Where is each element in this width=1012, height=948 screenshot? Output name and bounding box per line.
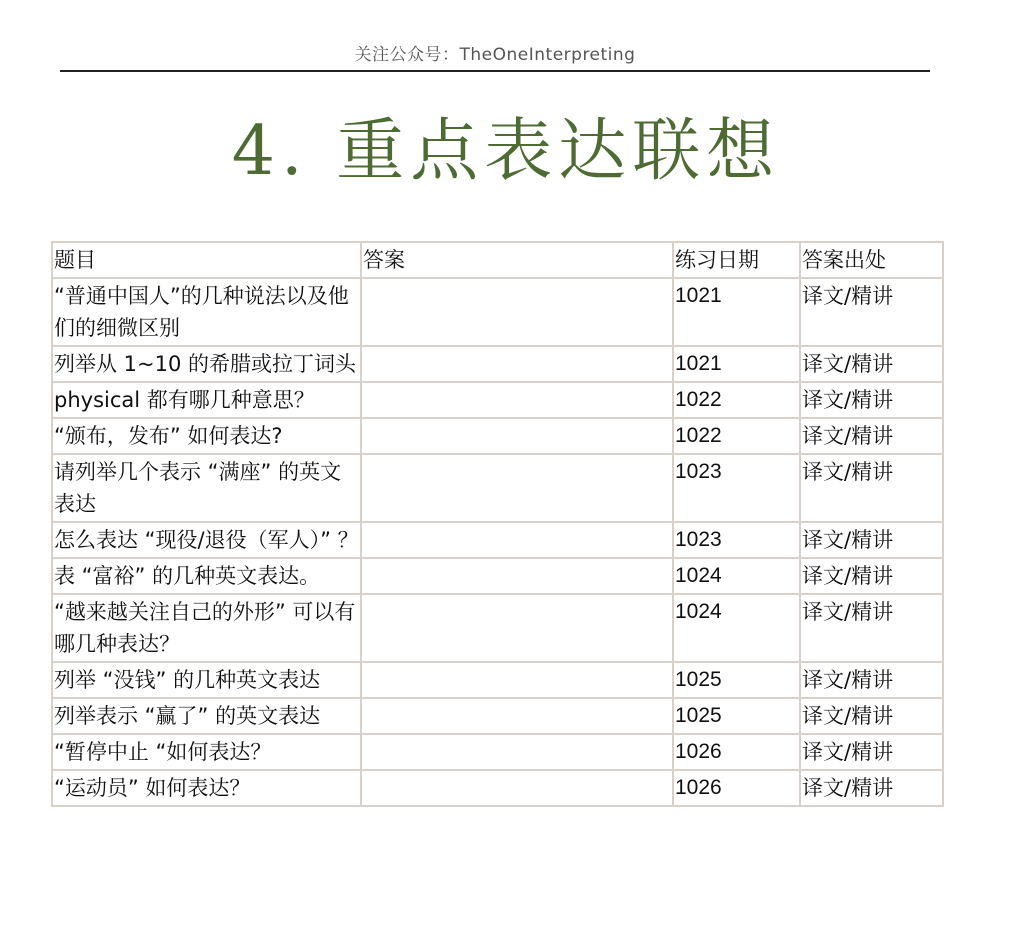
answer-cell <box>361 698 673 734</box>
column-header-answer: 答案 <box>361 242 673 278</box>
source-cell: 译文/精讲 <box>800 382 943 418</box>
source-cell: 译文/精讲 <box>800 662 943 698</box>
table-row <box>52 418 943 454</box>
header-divider <box>60 70 930 72</box>
date-cell: 1026 <box>673 734 800 770</box>
answer-cell <box>361 418 673 454</box>
source-cell: 译文/精讲 <box>800 698 943 734</box>
expression-table <box>51 241 944 807</box>
answer-cell <box>361 522 673 558</box>
source-cell: 译文/精讲 <box>800 418 943 454</box>
answer-cell <box>361 594 673 662</box>
source-cell: 译文/精讲 <box>800 558 943 594</box>
table-row <box>52 662 943 698</box>
table-row <box>52 454 943 522</box>
date-cell: 1024 <box>673 594 800 662</box>
source-cell: 译文/精讲 <box>800 278 943 346</box>
question-cell: “颁布，发布” 如何表达? <box>52 418 361 454</box>
date-cell: 1021 <box>673 278 800 346</box>
question-cell: 列举 “没钱” 的几种英文表达 <box>52 662 361 698</box>
answer-cell <box>361 278 673 346</box>
answer-cell <box>361 382 673 418</box>
source-cell: 译文/精讲 <box>800 594 943 662</box>
column-header-source: 答案出处 <box>800 242 943 278</box>
date-cell: 1022 <box>673 382 800 418</box>
answer-cell <box>361 734 673 770</box>
date-cell: 1025 <box>673 662 800 698</box>
question-cell: 怎么表达 “现役/退役（军人）” ？ <box>52 522 361 558</box>
answer-cell <box>361 558 673 594</box>
table-row <box>52 382 943 418</box>
question-cell: 表 “富裕” 的几种英文表达。 <box>52 558 361 594</box>
date-cell: 1021 <box>673 346 800 382</box>
question-cell: physical 都有哪几种意思？ <box>52 382 361 418</box>
date-cell: 1023 <box>673 454 800 522</box>
table-row <box>52 770 943 806</box>
question-cell: “运动员” 如何表达？ <box>52 770 361 806</box>
column-header-date: 练习日期 <box>673 242 800 278</box>
source-cell: 译文/精讲 <box>800 770 943 806</box>
column-header-question: 题目 <box>52 242 361 278</box>
table-body <box>52 278 943 806</box>
header-text: 关注公众号：TheOneInterpreting <box>354 45 636 65</box>
source-cell: 译文/精讲 <box>800 346 943 382</box>
question-cell: 列举表示 “赢了” 的英文表达 <box>52 698 361 734</box>
table-row <box>52 698 943 734</box>
answer-cell <box>361 770 673 806</box>
table-row <box>52 558 943 594</box>
table-header-row <box>52 242 943 278</box>
question-cell: “越来越关注自己的外形” 可以有哪几种表达？ <box>52 594 361 662</box>
table-row <box>52 278 943 346</box>
date-cell: 1023 <box>673 522 800 558</box>
question-cell: “暂停中止 “如何表达？ <box>52 734 361 770</box>
date-cell: 1022 <box>673 418 800 454</box>
answer-cell <box>361 346 673 382</box>
date-cell: 1024 <box>673 558 800 594</box>
date-cell: 1026 <box>673 770 800 806</box>
table-row <box>52 346 943 382</box>
section-title: 4. 重点表达联想 <box>231 112 781 191</box>
question-cell: 请列举几个表示 “满座” 的英文表达 <box>52 454 361 522</box>
question-cell: 列举从 1~10 的希腊或拉丁词头 <box>52 346 361 382</box>
table-row <box>52 594 943 662</box>
date-cell: 1025 <box>673 698 800 734</box>
table-row <box>52 522 943 558</box>
table-row <box>52 734 943 770</box>
answer-cell <box>361 454 673 522</box>
source-cell: 译文/精讲 <box>800 522 943 558</box>
answer-cell <box>361 662 673 698</box>
question-cell: “普通中国人”的几种说法以及他们的细微区别 <box>52 278 361 346</box>
source-cell: 译文/精讲 <box>800 734 943 770</box>
source-cell: 译文/精讲 <box>800 454 943 522</box>
